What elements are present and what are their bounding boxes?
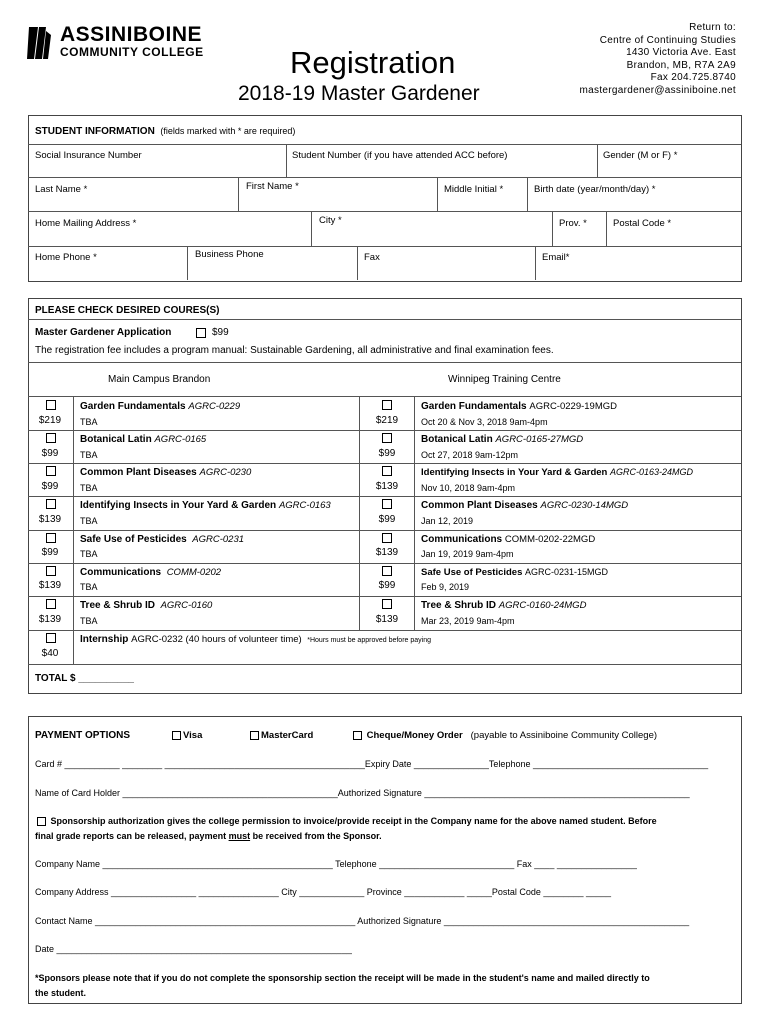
course-checkbox[interactable] bbox=[382, 533, 392, 543]
last-name-field[interactable]: Last Name * bbox=[35, 184, 88, 195]
application-checkbox[interactable] bbox=[196, 328, 206, 338]
course-code: AGRC-0229 bbox=[188, 401, 241, 412]
sponsor-text-line2 bbox=[35, 831, 382, 841]
course-checkbox[interactable] bbox=[46, 400, 56, 410]
sponsor-footnote-line2: the student. bbox=[35, 988, 86, 998]
application-price: $99 bbox=[212, 327, 229, 338]
fax-field[interactable]: Fax bbox=[364, 252, 380, 263]
internship-name: Internship bbox=[80, 634, 129, 645]
course-checkbox[interactable] bbox=[382, 466, 392, 476]
sponsor-footnote: *Sponsors please note that if you do not complete the sponsorship section the receipt will be made in the student's name and mailed directly to bbox=[35, 973, 650, 983]
college-logo bbox=[26, 23, 226, 63]
total-field[interactable]: TOTAL $ __________ bbox=[35, 673, 134, 684]
course-date: TBA bbox=[80, 582, 98, 592]
course-checkbox[interactable] bbox=[46, 533, 56, 543]
sponsor-text-part: final grade reports can be released, payment bbox=[35, 831, 229, 841]
application-label: Master Gardener Application bbox=[35, 327, 172, 338]
birth-date-field[interactable]: Birth date (year/month/day) * bbox=[534, 184, 656, 195]
course-code: AGRC-0160 bbox=[160, 600, 213, 611]
course-code: COMM-0202 bbox=[166, 567, 222, 578]
course-code: AGRC-0229-19MGD bbox=[529, 401, 617, 412]
course-price: $139 bbox=[38, 514, 62, 525]
card-holder-line[interactable]: Name of Card Holder ___________________________________________Authorized Signature _____________________________________________________ bbox=[35, 788, 690, 798]
course-date: Jan 19, 2019 9am-4pm bbox=[421, 549, 514, 559]
course-name-text: Common Plant Diseases bbox=[80, 467, 197, 478]
course-date: Feb 9, 2019 bbox=[421, 582, 470, 592]
course-code: AGRC-0230-14MGD bbox=[540, 500, 629, 511]
sponsor-text: Sponsorship authorization gives the college permission to invoice/provide receipt in the Company name for the above named student. Before bbox=[50, 816, 657, 826]
visa-label: Visa bbox=[183, 730, 203, 741]
first-name-field[interactable]: First Name * bbox=[246, 181, 299, 192]
course-code: AGRC-0231-15MGD bbox=[525, 567, 609, 577]
course-price: $99 bbox=[41, 481, 59, 492]
course-price: $219 bbox=[38, 415, 62, 426]
course-name bbox=[421, 534, 595, 545]
sponsor-checkbox[interactable] bbox=[37, 817, 46, 826]
course-name-text: Tree & Shrub ID bbox=[80, 600, 156, 611]
course-date: Mar 23, 2019 9am-4pm bbox=[421, 616, 515, 626]
course-price: $219 bbox=[375, 415, 399, 426]
internship-row bbox=[80, 634, 431, 645]
company-address-line[interactable]: Company Address _________________ ________________ City _____________ Province ____________ _____Postal Code ________ _____ bbox=[35, 887, 611, 897]
course-price: $139 bbox=[38, 580, 62, 591]
return-line: Brandon, MB, R7A 2A9 bbox=[626, 59, 736, 71]
course-price: $139 bbox=[375, 547, 399, 558]
course-name bbox=[421, 500, 628, 511]
course-date: TBA bbox=[80, 549, 98, 559]
logo-line2: COMMUNITY COLLEGE bbox=[60, 45, 204, 59]
course-checkbox[interactable] bbox=[46, 566, 56, 576]
course-name-text: Communications bbox=[80, 567, 162, 578]
page-title: Registration bbox=[290, 45, 456, 80]
course-checkbox[interactable] bbox=[46, 599, 56, 609]
return-email[interactable]: mastergardener@assiniboine.net bbox=[579, 84, 736, 96]
course-name-text: Tree & Shrub ID bbox=[421, 600, 497, 611]
course-name-text: Communications bbox=[421, 534, 503, 545]
course-date: TBA bbox=[80, 450, 98, 460]
course-code: AGRC-0163 bbox=[278, 500, 331, 511]
course-name-text: Garden Fundamentals bbox=[80, 401, 186, 412]
brandon-header: Main Campus Brandon bbox=[108, 374, 211, 385]
course-name bbox=[80, 467, 251, 478]
course-price: $99 bbox=[41, 547, 59, 558]
courses-heading: PLEASE CHECK DESIRED COURES(S) bbox=[35, 305, 220, 316]
winnipeg-header: Winnipeg Training Centre bbox=[448, 374, 561, 385]
cheque-checkbox[interactable] bbox=[353, 731, 362, 740]
course-name-text: Safe Use of Pesticides bbox=[421, 567, 523, 578]
page-subtitle: 2018-19 Master Gardener bbox=[238, 82, 480, 105]
course-name bbox=[421, 567, 608, 578]
course-code: AGRC-0163-24MGD bbox=[610, 467, 694, 477]
student-info-heading: STUDENT INFORMATION (fields marked with * are required) bbox=[35, 126, 296, 137]
return-line: Fax 204.725.8740 bbox=[650, 72, 736, 83]
course-name-text: Common Plant Diseases bbox=[421, 500, 538, 511]
contact-name-line[interactable]: Contact Name ____________________________________________________ Authorized Signature _________________________________________________ bbox=[35, 916, 690, 926]
course-name bbox=[80, 534, 244, 545]
course-price: $99 bbox=[378, 514, 396, 525]
course-price: $99 bbox=[378, 580, 396, 591]
course-date: Nov 10, 2018 9am-4pm bbox=[421, 483, 516, 493]
course-name bbox=[421, 401, 617, 412]
course-code: AGRC-0165 bbox=[154, 434, 207, 445]
course-date: Oct 20 & Nov 3, 2018 9am-4pm bbox=[421, 417, 548, 427]
postal-code-field[interactable]: Postal Code * bbox=[613, 218, 672, 229]
company-name-line[interactable]: Company Name ______________________________________________ Telephone ___________________________ Fax ____ ________________ bbox=[35, 859, 637, 869]
course-date: Oct 27, 2018 9am-12pm bbox=[421, 450, 519, 460]
course-date: TBA bbox=[80, 616, 98, 626]
cheque-label: Cheque/Money Order bbox=[366, 730, 463, 741]
course-name-text: Identifying Insects in Your Yard & Garden bbox=[80, 500, 277, 511]
course-date: TBA bbox=[80, 417, 98, 427]
middle-initial-field[interactable]: Middle Initial * bbox=[444, 184, 504, 195]
sponsor-authorization bbox=[35, 816, 657, 826]
visa-option[interactable] bbox=[170, 730, 202, 741]
course-checkbox[interactable] bbox=[382, 499, 392, 509]
logo-line1: ASSINIBOINE bbox=[60, 23, 203, 46]
course-checkbox[interactable] bbox=[46, 499, 56, 509]
course-price: $99 bbox=[41, 448, 59, 459]
home-phone-field[interactable]: Home Phone * bbox=[35, 252, 97, 263]
course-name-text: Garden Fundamentals bbox=[421, 401, 527, 412]
mastercard-checkbox[interactable] bbox=[250, 731, 259, 740]
course-name bbox=[80, 600, 212, 611]
course-name bbox=[80, 567, 221, 578]
email-field[interactable]: Email* bbox=[542, 252, 570, 263]
sponsor-text-emphasis: must bbox=[228, 831, 251, 841]
internship-checkbox[interactable] bbox=[46, 633, 56, 643]
course-checkbox[interactable] bbox=[382, 400, 392, 410]
course-date: Jan 12, 2019 bbox=[421, 516, 474, 526]
internship-note: *Hours must be approved before paying bbox=[307, 637, 431, 644]
course-checkbox[interactable] bbox=[46, 433, 56, 443]
course-name bbox=[421, 600, 586, 611]
return-line: Return to: bbox=[689, 22, 736, 33]
address-field[interactable]: Home Mailing Address * bbox=[35, 218, 137, 229]
logo-mark-icon bbox=[26, 25, 52, 59]
course-price: $139 bbox=[375, 481, 399, 492]
return-line: Centre of Continuing Studies bbox=[599, 34, 736, 46]
sin-field[interactable]: Social Insurance Number bbox=[35, 150, 142, 161]
course-checkbox[interactable] bbox=[382, 566, 392, 576]
course-code: AGRC-0231 bbox=[192, 534, 245, 545]
internship-detail: AGRC-0232 (40 hours of volunteer time) bbox=[131, 634, 302, 645]
cheque-option[interactable] bbox=[351, 730, 657, 741]
course-name-text: Identifying Insects in Your Yard & Garden bbox=[421, 467, 608, 478]
mastercard-option[interactable] bbox=[248, 730, 313, 741]
return-line: 1430 Victoria Ave. East bbox=[626, 47, 736, 58]
student-number-field[interactable]: Student Number (if you have attended ACC before) bbox=[292, 150, 508, 161]
course-checkbox[interactable] bbox=[382, 599, 392, 609]
fee-note: The registration fee includes a program manual: Sustainable Gardening, all administrative and final examination fees. bbox=[35, 345, 554, 356]
course-price: $139 bbox=[375, 614, 399, 625]
course-name-text: Botanical Latin bbox=[80, 434, 152, 445]
card-number-line[interactable]: Card # ___________ ________ ________________________________________Expiry Date _______________Telephone ___________________________________ bbox=[35, 759, 709, 769]
return-address bbox=[536, 22, 736, 97]
sponsor-text-part: be received from the Sponsor. bbox=[250, 831, 382, 841]
cheque-note: (payable to Assiniboine Community College) bbox=[470, 730, 658, 741]
course-price: $139 bbox=[38, 614, 62, 625]
province-field[interactable]: Prov. * bbox=[559, 218, 587, 229]
course-code: AGRC-0165-27MGD bbox=[495, 434, 584, 445]
city-field[interactable]: City * bbox=[319, 215, 342, 226]
course-name bbox=[80, 434, 206, 445]
course-code: AGRC-0230 bbox=[199, 467, 252, 478]
course-name bbox=[421, 434, 583, 445]
internship-price: $40 bbox=[41, 648, 59, 659]
gender-field[interactable]: Gender (M or F) * bbox=[603, 150, 678, 161]
mastercard-label: MasterCard bbox=[261, 730, 314, 741]
course-date: TBA bbox=[80, 516, 98, 526]
course-date: TBA bbox=[80, 483, 98, 493]
course-code: COMM-0202-22MGD bbox=[504, 534, 596, 545]
course-name bbox=[421, 467, 693, 478]
course-code: AGRC-0160-24MGD bbox=[498, 600, 587, 611]
business-phone-field[interactable]: Business Phone bbox=[195, 249, 264, 260]
course-price: $99 bbox=[378, 448, 396, 459]
payment-heading: PAYMENT OPTIONS bbox=[35, 730, 131, 741]
course-name bbox=[80, 401, 240, 412]
course-checkbox[interactable] bbox=[382, 433, 392, 443]
course-name-text: Safe Use of Pesticides bbox=[80, 534, 187, 545]
visa-checkbox[interactable] bbox=[172, 731, 181, 740]
course-name bbox=[80, 500, 331, 511]
course-name-text: Botanical Latin bbox=[421, 434, 493, 445]
student-info-section bbox=[28, 115, 742, 282]
date-line[interactable]: Date ___________________________________________________________ bbox=[35, 944, 352, 954]
course-checkbox[interactable] bbox=[46, 466, 56, 476]
